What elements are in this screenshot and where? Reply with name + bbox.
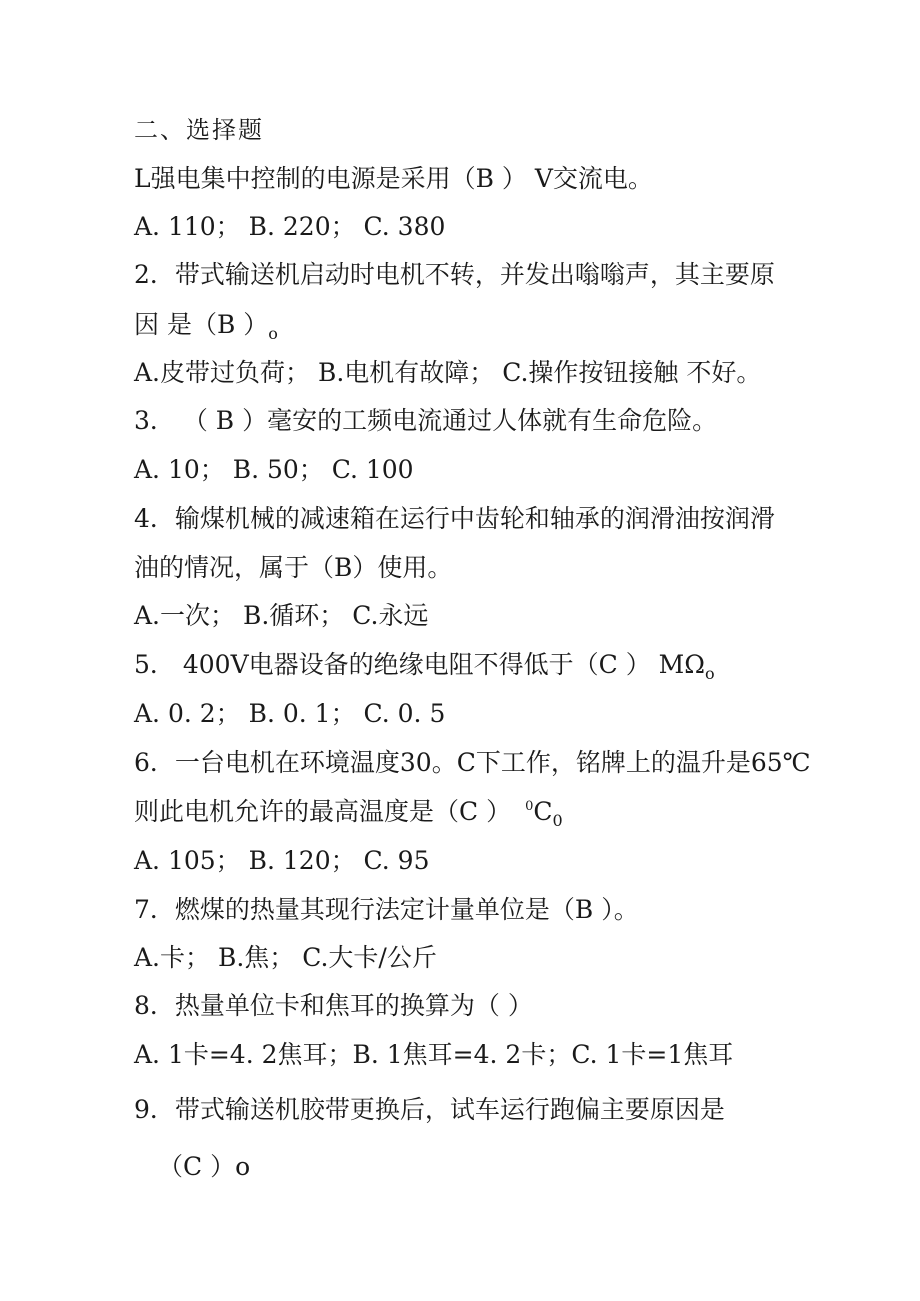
question-3-options: A. 10； B. 50； C. 100 xyxy=(134,455,414,484)
question-4-options: A.一次； B.循环； C.永远 xyxy=(134,601,429,630)
question-7-options: A.卡； B.焦； C.大卡/公斤 xyxy=(134,943,437,972)
question-7: 7．燃煤的热量其现行法定计量单位是（B ）。 xyxy=(134,895,639,924)
celsius-letter: C xyxy=(533,797,553,826)
question-2-end-mark: o xyxy=(268,324,278,343)
question-5-end-mark: o xyxy=(704,664,715,683)
question-8: 8．热量单位卡和焦耳的换算为（ ） xyxy=(134,991,533,1020)
question-6-end-mark: 0 xyxy=(552,811,563,830)
question-6-continued-text: 则此电机允许的最高温度是（C ） xyxy=(134,797,512,826)
question-9-continued: （C ）o xyxy=(158,1152,251,1181)
question-8-options: A. 1卡=4. 2焦耳；B. 1焦耳=4. 2卡；C. 1卡=1焦耳 xyxy=(134,1040,734,1069)
question-6-options: A. 105； B. 120； C. 95 xyxy=(134,846,430,875)
question-6: 6．一台电机在环境温度30。C下工作，铭牌上的温升是65℃ xyxy=(134,748,811,777)
question-1: L强电集中控制的电源是采用（B ） V交流电。 xyxy=(134,164,653,193)
question-5-text: 5． 400V电器设备的绝缘电阻不得低于（C ） MΩ xyxy=(134,650,705,679)
section-title: 二、选择题 xyxy=(134,116,264,144)
question-5-options: A. 0. 2； B. 0. 1； C. 0. 5 xyxy=(134,699,446,728)
question-6-continued xyxy=(134,799,563,829)
question-2-continued xyxy=(134,312,278,342)
question-9: 9．带式输送机胶带更换后，试车运行跑偏主要原因是 xyxy=(134,1095,725,1124)
question-2: 2．带式输送机启动时电机不转，并发出嗡嗡声，其主要原 xyxy=(134,260,775,289)
question-2-continued-text: 因 是（B ） xyxy=(134,310,269,339)
question-4: 4．输煤机械的减速箱在运行中齿轮和轴承的润滑油按润滑 xyxy=(134,504,775,533)
question-1-options: A. 110； B. 220； C. 380 xyxy=(134,212,446,241)
degree-superscript: 0 xyxy=(525,799,534,814)
question-2-options: A.皮带过负荷； B.电机有故障； C.操作按钮接触 不好。 xyxy=(134,358,762,387)
question-3: 3． （ B ）毫安的工频电流通过人体就有生命危险。 xyxy=(134,406,718,435)
question-5 xyxy=(134,652,715,682)
question-4-continued: 油的情况，属于（B）使用。 xyxy=(134,553,453,582)
